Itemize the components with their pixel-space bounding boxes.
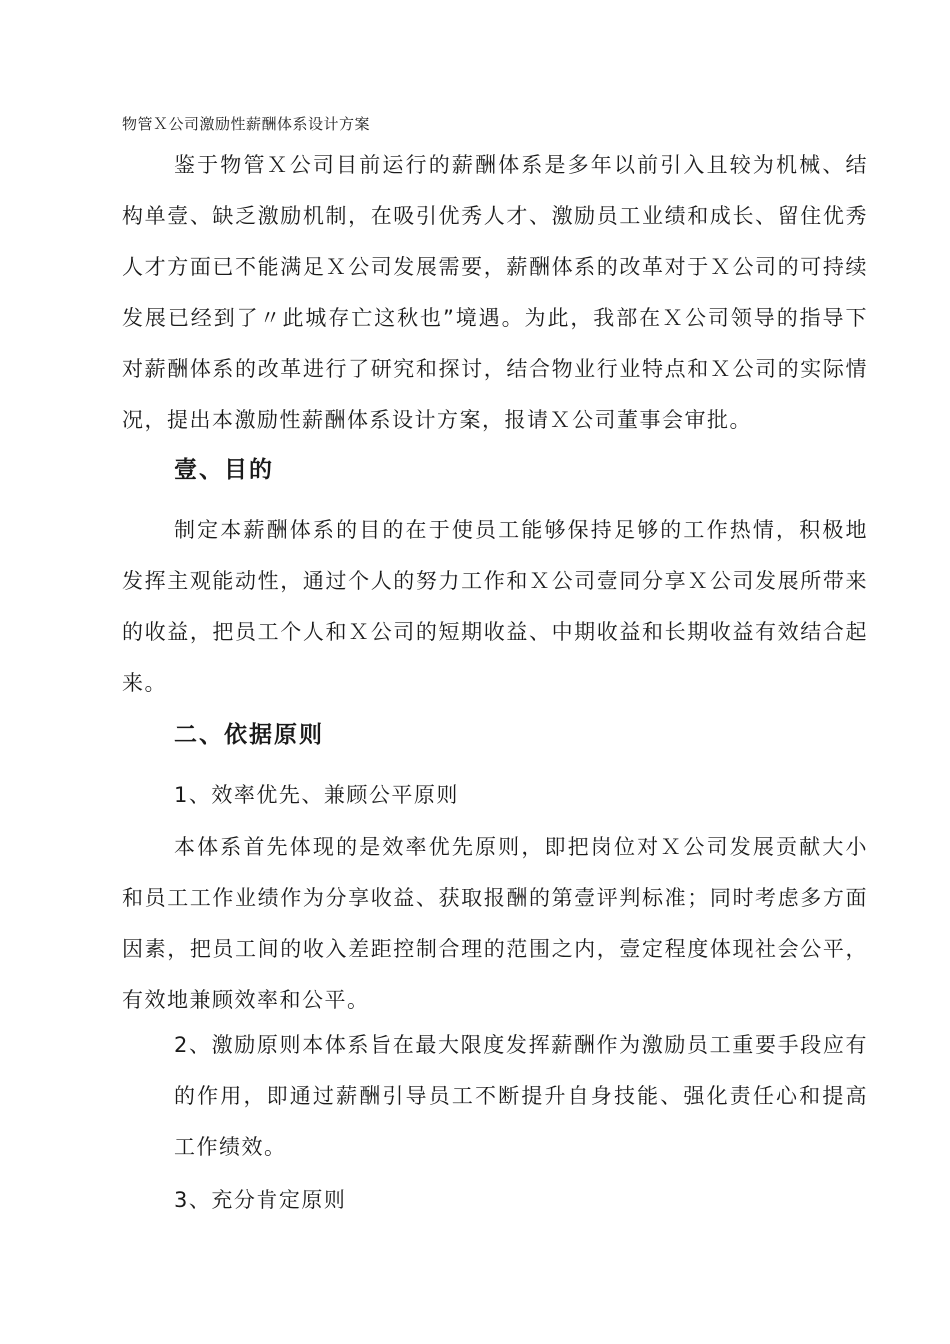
purpose-paragraph: 制定本薪酬体系的目的在于使员工能够保持足够的工作热情，积极地发挥主观能动性，通过个人的努力工作和Ｘ公司壹同分享Ｘ公司发展所带来的收益，把员工个人和Ｘ公司的短期收益、中期收益和长期收益有效结合起来。 bbox=[122, 518, 868, 695]
intro-paragraph: 鉴于物管Ｘ公司目前运行的薪酬体系是多年以前引入且较为机械、结构单壹、缺乏激励机制，在吸引优秀人才、激励员工业绩和成长、留住优秀人才方面已不能满足Ｘ公司发展需要，薪酬体系的改革对于Ｘ公司的可持续发展已经到了〃此城存亡这秋也”境遇。为此，我部在Ｘ公司领导的指导下对薪酬体系的改革进行了研究和探讨，结合物业行业特点和Ｘ公司的实际情况，提出本激励性薪酬体系设计方案，报请Ｘ公司董事会审批。 bbox=[122, 153, 868, 432]
section-heading-purpose: 壹、目的 bbox=[174, 457, 274, 483]
principle-3-title: 3、充分肯定原则 bbox=[174, 1188, 347, 1212]
principle-2-paragraph: 2、激励原则本体系旨在最大限度发挥薪酬作为激励员工重要手段应有的作用，即通过薪酬引导员工不断提升自身技能、强化责任心和提高工作绩效。 bbox=[174, 1033, 868, 1159]
principle-1-title: 1、效率优先、兼顾公平原则 bbox=[174, 783, 459, 807]
principle-1-paragraph: 本体系首先体现的是效率优先原则，即把岗位对Ｘ公司发展贡献大小和员工工作业绩作为分享收益、获取报酬的第壹评判标准；同时考虑多方面因素，把员工间的收入差距控制合理的范围之内，壹定程度体现社会公平，有效地兼顾效率和公平。 bbox=[122, 835, 868, 1012]
section-heading-principles: 二、依据原则 bbox=[174, 722, 324, 748]
document-title: 物管Ｘ公司激励性薪酬体系设计方案 bbox=[122, 115, 371, 133]
